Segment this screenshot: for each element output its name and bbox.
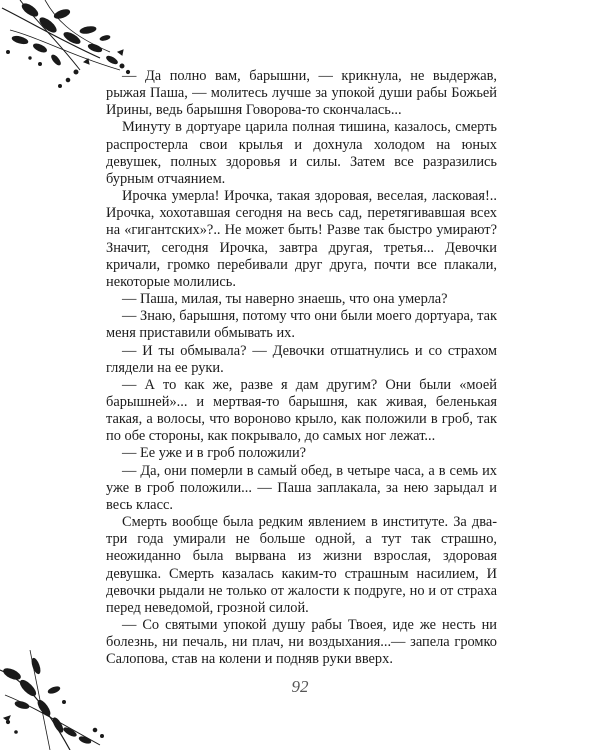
paragraph: — Ее уже и в гроб положили? (122, 445, 307, 462)
paragraph: Минуту в дортуаре царила полная тишина, казалось, смерть распростерла свои крылья и дохнула холодом на юных девушек, полных здоровья и силы. Затем все разразились бурным отчаянием. (106, 119, 497, 187)
paragraph: — Да, они померли в самый обед, в четыре часа, а в семь их уже в гроб положили... — Паша заплакала, за нею зарыдал и весь класс. (106, 462, 497, 513)
main-text (106, 68, 497, 668)
paragraph: Ирочка умерла! Ирочка, такая здоровая, веселая, ласковая!.. Ирочка, хохотавшая сегодня на весь сад, перетягивавшая всех на «гигантских»?.. Не может быть! Разве так быстро умирают? Значит, сегодня Ирочка, завтра другая, третья... Девочки кричали, громко перебивали друг друга, почти все плакали, некоторые молились. (106, 188, 497, 290)
paragraph: — Знаю, барышня, потому что они были моего дортуара, так меня приставили обмывать их. (106, 308, 497, 342)
floral-ornament-bottom-icon (0, 650, 115, 750)
paragraph: Смерть вообще была редким явлением в институте. За два-три года умирали не больше одной, а тут так страшно, неожиданно была вырвана из жизни взрослая, здоровая девушка. Смерть казалась каким-то страшным насилием, И девочки рыдали не только от жалости к подруге, но и от страха перед неведомой, грозной силой. (106, 514, 497, 616)
page-number: 92 (291, 677, 309, 696)
paragraph: — Паша, милая, ты наверно знаешь, что она умерла? (122, 291, 448, 308)
paragraph: — А то как же, разве я дам другим? Они были «моей барышней»... и мертвая-то барышня, как живая, беленькая такая, а волосы, что вороново крыло, как положили в гроб, так по обе стороны, как покрывало, до самых ног лежат... (106, 376, 497, 445)
paragraph: — И ты обмывала? — Девочки отшатнулись и со страхом глядели на ее руки. (106, 342, 497, 376)
paragraph: — Да полно вам, барышни, — крикнула, не выдержав, рыжая Паша, — молитесь лучше за упокой души рабы Божьей Ирины, ведь барышня Говорова-то скончалась... (106, 68, 497, 119)
paragraph: — Со святыми упокой душу рабы Твоея, иде же несть ни болезнь, ни печаль, ни плач, ни воздыхания...— запела громко Салопова, став на колени и подняв руки вверх. (106, 617, 497, 668)
